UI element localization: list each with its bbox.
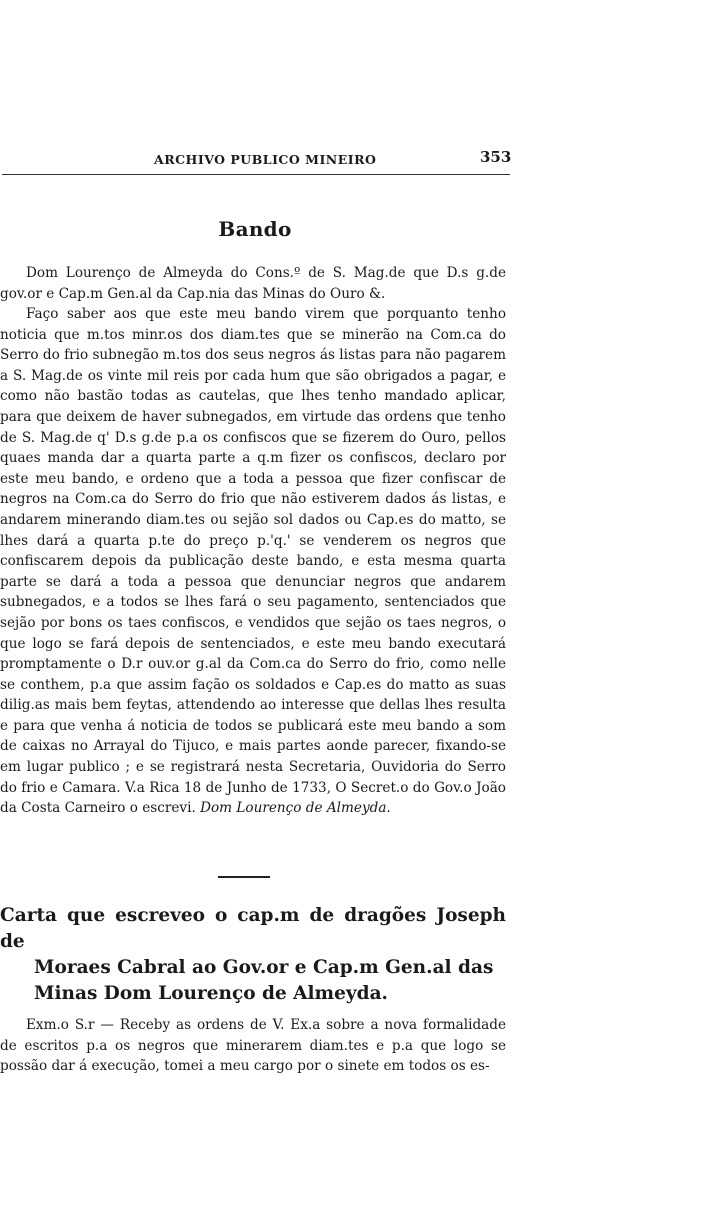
carta-heading-line-2: Moraes Cabral ao Gov.or e Cap.m Gen.al das: [34, 957, 494, 978]
carta-body: Exm.o S.r — Receby as ordens de V. Ex.a sobre a nova formalidade de escritos p.a os negros que minerarem diam.tes e p.a que logo se possão dar á execução, tomei a meu cargo por o sinete em todos os es-: [0, 1017, 506, 1075]
bando-body-text: Faço saber aos que este meu bando virem que porquanto tenho noticia que m.tos minr.os dos diam.tes que se minerão na Com.ca do Serro do frio subnegão m.tos dos seus negros ás listas para não pagarem a S. Mag.de os vinte mil reis por cada hum que são obrigados a pagar, e como não bastão todas as cautelas, que lhes tenho mandado aplicar, para que deixem de haver subnegados, em virtude das ordens que tenho de S. Mag.de q' D.s g.de p.a os confiscos que se fizerem do Ouro, pellos quaes manda dar a quarta parte a q.m fizer os confiscos, declaro por este meu bando, e ordeno que a toda a pessoa que fizer confiscar de negros na Com.ca do Serro do frio que não estiverem dados ás listas, e andarem minerando diam.tes ou sejão sol dados ou Cap.es do matto, se lhes dará a quarta p.te do preço p.'q.' se venderem os negros que confiscarem depois da publicação deste bando, e esta mesma quarta parte se dará a toda a pessoa que denunciar negros que andarem subnegados, e a todos se lhes fará o seu pagamento, sentenciados que sejão por bons os taes confiscos, e vendidos que sejão os taes negros, o que logo se fará depois de sentenciados, e este meu bando executará promptamente o D.r ouv.or g.al da Com.ca do Serro do frio, como nelle se conthem, p.a que assim fação os soldados e Cap.es do matto as suas dilig.as mais bem feytas, attendendo ao interesse que dellas lhes resulta e para que venha á noticia de todos se publicará este meu bando a som de caixas no Arrayal do Tijuco, e mais partes aonde parecer, fixando-se em lugar publico ; e se registrará nesta Secretaria, Ouvidoria do Serro do frio e Camara. V.a Rica 18 de Junho de 1733, O Secret.o do Gov.o João da Costa Carneiro o escrevi.: [0, 306, 506, 817]
carta-heading-line-1: Carta que escreveo o cap.m de dragões Joseph de: [0, 905, 506, 952]
bando-body-block: [0, 304, 506, 819]
bando-intro: Dom Lourenço de Almeyda do Cons.º de S. Mag.de que D.s g.de gov.or e Cap.m Gen.al da Cap.nia das Minas do Ouro &.: [0, 265, 506, 302]
header-rule: [2, 174, 510, 175]
running-header: [0, 148, 510, 174]
bando-intro-block: [0, 263, 506, 304]
journal-title: ARCHIVO PUBLICO MINEIRO: [154, 152, 377, 167]
section-divider: [218, 876, 270, 878]
bando-heading: Bando: [218, 217, 292, 241]
carta-body-block: [0, 1015, 506, 1077]
carta-heading-line-3: Minas Dom Lourenço de Almeyda.: [34, 983, 388, 1004]
carta-heading: [0, 903, 506, 1007]
page-number: 353: [480, 148, 512, 166]
bando-body: [0, 304, 506, 819]
bando-signature: Dom Lourenço de Almeyda.: [200, 800, 391, 817]
